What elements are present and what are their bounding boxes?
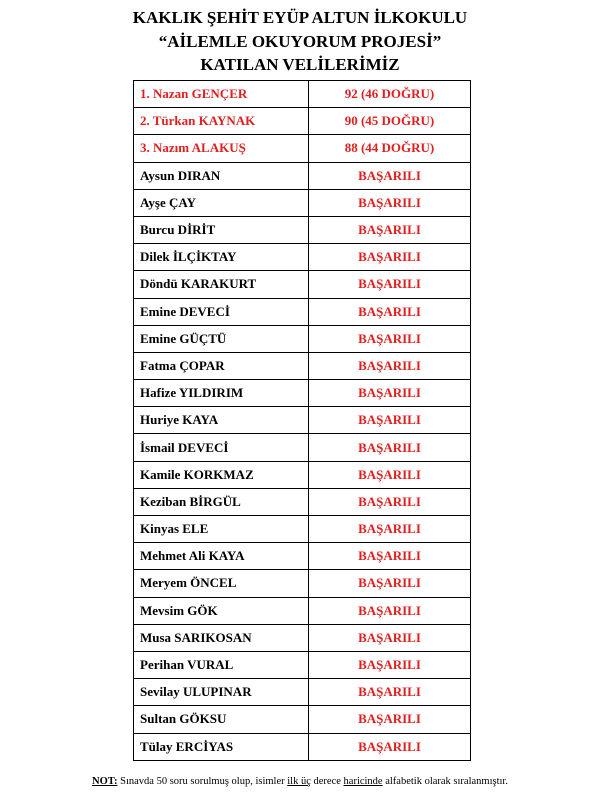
footnote-underlined-2: haricinde [343, 776, 383, 787]
participant-result: BAŞARILI [309, 325, 471, 352]
participant-result: BAŞARILI [309, 162, 471, 189]
participant-name: Sevilay ULUPINAR [134, 679, 309, 706]
table-row [134, 298, 471, 325]
table-row [134, 216, 471, 243]
participant-name: Ayşe ÇAY [134, 189, 309, 216]
table-row [134, 461, 471, 488]
participant-name: Döndü KARAKURT [134, 271, 309, 298]
participant-name: Aysun DIRAN [134, 162, 309, 189]
table-row [134, 624, 471, 651]
participant-name: Tülay ERCİYAS [134, 733, 309, 760]
participant-name: Emine DEVECİ [134, 298, 309, 325]
document-title [0, 6, 600, 77]
participant-name: Kamile KORKMAZ [134, 461, 309, 488]
participant-result: BAŞARILI [309, 407, 471, 434]
participant-name: Musa SARIKOSAN [134, 624, 309, 651]
table-row [134, 679, 471, 706]
footnote-text-1: Sınavda 50 soru sorulmuş olup, isimler [117, 776, 288, 787]
participant-name: Mevsim GÖK [134, 597, 309, 624]
table-row [134, 162, 471, 189]
participant-result: BAŞARILI [309, 651, 471, 678]
table-row [134, 380, 471, 407]
participant-result: BAŞARILI [309, 570, 471, 597]
participant-result: BAŞARILI [309, 380, 471, 407]
table-row [134, 244, 471, 271]
participant-name: Burcu DİRİT [134, 216, 309, 243]
participant-result: 90 (45 DOĞRU) [309, 108, 471, 135]
table-row [134, 81, 471, 108]
table-row [134, 597, 471, 624]
participant-name: Fatma ÇOPAR [134, 352, 309, 379]
participant-result: BAŞARILI [309, 488, 471, 515]
participant-name: Kinyas ELE [134, 516, 309, 543]
participant-name: İsmail DEVECİ [134, 434, 309, 461]
participant-name: Huriye KAYA [134, 407, 309, 434]
participant-result: BAŞARILI [309, 543, 471, 570]
list-heading: KATILAN VELİLERİMİZ [200, 55, 400, 74]
table-row [134, 706, 471, 733]
table-row [134, 189, 471, 216]
table-row [134, 325, 471, 352]
table-row [134, 108, 471, 135]
table-row [134, 543, 471, 570]
participant-result: BAŞARILI [309, 271, 471, 298]
participant-name: Mehmet Ali KAYA [134, 543, 309, 570]
participant-name: Emine GÜÇTÜ [134, 325, 309, 352]
participant-result: BAŞARILI [309, 516, 471, 543]
participant-result: BAŞARILI [309, 216, 471, 243]
participant-result: BAŞARILI [309, 679, 471, 706]
participant-result: BAŞARILI [309, 352, 471, 379]
participant-name: Meryem ÖNCEL [134, 570, 309, 597]
table-row [134, 651, 471, 678]
table-row [134, 352, 471, 379]
table-row [134, 271, 471, 298]
table-row [134, 516, 471, 543]
footnote-text-2: derece [310, 776, 344, 787]
participant-result: BAŞARILI [309, 706, 471, 733]
participants-table [133, 80, 471, 761]
participant-result: BAŞARILI [309, 597, 471, 624]
participant-name: 2. Türkan KAYNAK [134, 108, 309, 135]
footnote-underlined-1: ilk üç [287, 776, 311, 787]
school-name: KAKLIK ŞEHİT EYÜP ALTUN İLKOKULU [132, 8, 468, 27]
participant-name: Dilek İLÇİKTAY [134, 244, 309, 271]
table-row [134, 488, 471, 515]
participant-name: 1. Nazan GENÇER [134, 81, 309, 108]
table-row [134, 135, 471, 162]
table-row [134, 570, 471, 597]
participant-result: BAŞARILI [309, 624, 471, 651]
participant-name: 3. Nazım ALAKUŞ [134, 135, 309, 162]
participant-name: Perihan VURAL [134, 651, 309, 678]
participant-name: Sultan GÖKSU [134, 706, 309, 733]
participant-result: BAŞARILI [309, 189, 471, 216]
project-name: “AİLEMLE OKUYORUM PROJESİ” [158, 31, 442, 51]
participants-table-body [134, 81, 471, 761]
table-row [134, 733, 471, 760]
table-row [134, 407, 471, 434]
participant-name: Hafize YILDIRIM [134, 380, 309, 407]
participant-result: BAŞARILI [309, 733, 471, 760]
participant-name: Keziban BİRGÜL [134, 488, 309, 515]
participant-result: BAŞARILI [309, 298, 471, 325]
participant-result: BAŞARILI [309, 461, 471, 488]
participant-result: 88 (44 DOĞRU) [309, 135, 471, 162]
table-row [134, 434, 471, 461]
participant-result: BAŞARILI [309, 434, 471, 461]
footnote-text-3: alfabetik olarak sıralanmıştır. [382, 776, 508, 787]
participant-result: 92 (46 DOĞRU) [309, 81, 471, 108]
footnote-label: NOT: [92, 776, 118, 787]
participant-result: BAŞARILI [309, 244, 471, 271]
footnote [0, 776, 600, 787]
